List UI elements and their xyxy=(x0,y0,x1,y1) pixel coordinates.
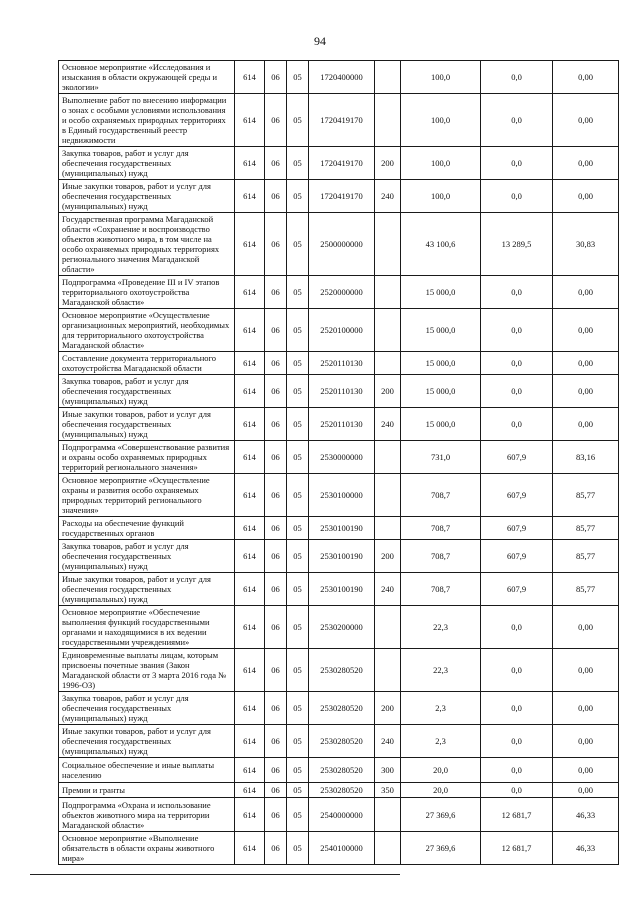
target-article-code: 2520000000 xyxy=(309,276,375,309)
execution-percent: 85,77 xyxy=(553,517,619,540)
target-article-code: 2530280520 xyxy=(309,725,375,758)
table-row xyxy=(59,573,619,606)
target-article-code: 2530280520 xyxy=(309,692,375,725)
grbs-code: 614 xyxy=(235,649,265,692)
section-code: 06 xyxy=(265,94,287,147)
execution-percent: 0,00 xyxy=(553,725,619,758)
subsection-code: 05 xyxy=(287,606,309,649)
execution-percent: 0,00 xyxy=(553,758,619,783)
target-article-code: 2500000000 xyxy=(309,213,375,276)
execution-percent: 0,00 xyxy=(553,94,619,147)
section-code: 06 xyxy=(265,408,287,441)
target-article-code: 2520110130 xyxy=(309,352,375,375)
item-name: Основное мероприятие «Обеспечение выполнения функций государственными органами и находящимися в их ведении государственными учреждениями» xyxy=(59,606,235,649)
target-article-code: 2540000000 xyxy=(309,798,375,832)
planned-amount: 27 369,6 xyxy=(401,832,481,865)
expense-type-code xyxy=(375,94,401,147)
item-name: Закупка товаров, работ и услуг для обеспечения государственных (муниципальных) нужд xyxy=(59,540,235,573)
section-code: 06 xyxy=(265,758,287,783)
table-row xyxy=(59,213,619,276)
target-article-code: 2530280520 xyxy=(309,758,375,783)
item-name: Закупка товаров, работ и услуг для обеспечения государственных (муниципальных) нужд xyxy=(59,147,235,180)
expense-type-code xyxy=(375,213,401,276)
footer-rule xyxy=(30,874,400,875)
planned-amount: 100,0 xyxy=(401,61,481,94)
planned-amount: 708,7 xyxy=(401,573,481,606)
subsection-code: 05 xyxy=(287,61,309,94)
table-row xyxy=(59,783,619,798)
table-row xyxy=(59,309,619,352)
item-name: Подпрограмма «Охрана и использование объектов животного мира на территории Магаданской области» xyxy=(59,798,235,832)
item-name: Государственная программа Магаданской области «Сохранение и воспроизводство объектов животного мира, в том числе на особо охраняемых природных территориях регионального значения Магаданской области» xyxy=(59,213,235,276)
target-article-code: 2520110130 xyxy=(309,375,375,408)
expense-type-code xyxy=(375,798,401,832)
item-name: Иные закупки товаров, работ и услуг для обеспечения государственных (муниципальных) нужд xyxy=(59,725,235,758)
grbs-code: 614 xyxy=(235,474,265,517)
section-code: 06 xyxy=(265,606,287,649)
planned-amount: 731,0 xyxy=(401,441,481,474)
section-code: 06 xyxy=(265,61,287,94)
executed-amount: 607,9 xyxy=(481,474,553,517)
item-name: Иные закупки товаров, работ и услуг для обеспечения государственных (муниципальных) нужд xyxy=(59,180,235,213)
section-code: 06 xyxy=(265,180,287,213)
executed-amount: 0,0 xyxy=(481,352,553,375)
expense-type-code xyxy=(375,441,401,474)
expense-type-code xyxy=(375,61,401,94)
section-code: 06 xyxy=(265,798,287,832)
executed-amount: 0,0 xyxy=(481,375,553,408)
section-code: 06 xyxy=(265,783,287,798)
planned-amount: 15 000,0 xyxy=(401,276,481,309)
item-name: Закупка товаров, работ и услуг для обеспечения государственных (муниципальных) нужд xyxy=(59,692,235,725)
target-article-code: 2530100000 xyxy=(309,474,375,517)
grbs-code: 614 xyxy=(235,375,265,408)
grbs-code: 614 xyxy=(235,213,265,276)
planned-amount: 27 369,6 xyxy=(401,798,481,832)
table-row xyxy=(59,147,619,180)
table-row xyxy=(59,649,619,692)
page-number: 94 xyxy=(314,34,326,48)
section-code: 06 xyxy=(265,725,287,758)
table-row xyxy=(59,798,619,832)
expense-type-code: 200 xyxy=(375,692,401,725)
planned-amount: 708,7 xyxy=(401,474,481,517)
grbs-code: 614 xyxy=(235,725,265,758)
target-article-code: 1720419170 xyxy=(309,180,375,213)
executed-amount: 0,0 xyxy=(481,692,553,725)
section-code: 06 xyxy=(265,147,287,180)
section-code: 06 xyxy=(265,474,287,517)
grbs-code: 614 xyxy=(235,352,265,375)
section-code: 06 xyxy=(265,573,287,606)
target-article-code: 2530280520 xyxy=(309,783,375,798)
subsection-code: 05 xyxy=(287,783,309,798)
section-code: 06 xyxy=(265,441,287,474)
planned-amount: 20,0 xyxy=(401,758,481,783)
table-row xyxy=(59,606,619,649)
expense-type-code: 350 xyxy=(375,783,401,798)
execution-percent: 46,33 xyxy=(553,798,619,832)
item-name: Выполнение работ по внесению информации о зонах с особыми условиями использования и особо охраняемых природных территориях в Единый государственный реестр недвижимости xyxy=(59,94,235,147)
expense-type-code xyxy=(375,276,401,309)
planned-amount: 20,0 xyxy=(401,783,481,798)
grbs-code: 614 xyxy=(235,408,265,441)
target-article-code: 2520100000 xyxy=(309,309,375,352)
execution-percent: 85,77 xyxy=(553,540,619,573)
subsection-code: 05 xyxy=(287,758,309,783)
planned-amount: 100,0 xyxy=(401,94,481,147)
section-code: 06 xyxy=(265,692,287,725)
expense-type-code: 240 xyxy=(375,573,401,606)
subsection-code: 05 xyxy=(287,725,309,758)
item-name: Основное мероприятие «Выполнение обязательств в области охраны животного мира» xyxy=(59,832,235,865)
executed-amount: 0,0 xyxy=(481,276,553,309)
subsection-code: 05 xyxy=(287,540,309,573)
execution-percent: 0,00 xyxy=(553,375,619,408)
executed-amount: 607,9 xyxy=(481,517,553,540)
executed-amount: 607,9 xyxy=(481,540,553,573)
section-code: 06 xyxy=(265,517,287,540)
subsection-code: 05 xyxy=(287,94,309,147)
execution-percent: 0,00 xyxy=(553,352,619,375)
expense-type-code xyxy=(375,606,401,649)
grbs-code: 614 xyxy=(235,573,265,606)
section-code: 06 xyxy=(265,375,287,408)
planned-amount: 2,3 xyxy=(401,725,481,758)
subsection-code: 05 xyxy=(287,147,309,180)
execution-percent: 0,00 xyxy=(553,147,619,180)
executed-amount: 0,0 xyxy=(481,147,553,180)
subsection-code: 05 xyxy=(287,692,309,725)
expense-type-code: 240 xyxy=(375,725,401,758)
subsection-code: 05 xyxy=(287,309,309,352)
grbs-code: 614 xyxy=(235,61,265,94)
table-row xyxy=(59,540,619,573)
execution-percent: 46,33 xyxy=(553,832,619,865)
item-name: Единовременные выплаты лицам, которым присвоены почетные звания (Закон Магаданской области от 3 марта 2016 года № 1996-ОЗ) xyxy=(59,649,235,692)
table-row xyxy=(59,276,619,309)
item-name: Социальное обеспечение и иные выплаты населению xyxy=(59,758,235,783)
planned-amount: 708,7 xyxy=(401,540,481,573)
table-row xyxy=(59,474,619,517)
expense-type-code: 200 xyxy=(375,375,401,408)
executed-amount: 13 289,5 xyxy=(481,213,553,276)
item-name: Премии и гранты xyxy=(59,783,235,798)
execution-percent: 0,00 xyxy=(553,783,619,798)
table-row xyxy=(59,758,619,783)
item-name: Подпрограмма «Проведение III и IV этапов территориального охотоустройства Магаданской области» xyxy=(59,276,235,309)
table-row xyxy=(59,517,619,540)
execution-percent: 30,83 xyxy=(553,213,619,276)
executed-amount: 0,0 xyxy=(481,783,553,798)
section-code: 06 xyxy=(265,649,287,692)
subsection-code: 05 xyxy=(287,649,309,692)
target-article-code: 2540100000 xyxy=(309,832,375,865)
item-name: Основное мероприятие «Осуществление охраны и развития особо охраняемых природных территорий регионального значения» xyxy=(59,474,235,517)
grbs-code: 614 xyxy=(235,540,265,573)
subsection-code: 05 xyxy=(287,352,309,375)
budget-table xyxy=(58,60,619,865)
target-article-code: 2530100190 xyxy=(309,573,375,606)
table-row xyxy=(59,375,619,408)
item-name: Иные закупки товаров, работ и услуг для обеспечения государственных (муниципальных) нужд xyxy=(59,408,235,441)
section-code: 06 xyxy=(265,832,287,865)
expense-type-code: 240 xyxy=(375,180,401,213)
expense-type-code xyxy=(375,309,401,352)
expense-type-code: 240 xyxy=(375,408,401,441)
executed-amount: 0,0 xyxy=(481,725,553,758)
target-article-code: 1720400000 xyxy=(309,61,375,94)
expense-type-code: 300 xyxy=(375,758,401,783)
executed-amount: 12 681,7 xyxy=(481,798,553,832)
execution-percent: 83,16 xyxy=(553,441,619,474)
grbs-code: 614 xyxy=(235,832,265,865)
table-row xyxy=(59,180,619,213)
item-name: Основное мероприятие «Исследования и изыскания в области окружающей среды и экологии» xyxy=(59,61,235,94)
item-name: Расходы на обеспечение функций государственных органов xyxy=(59,517,235,540)
section-code: 06 xyxy=(265,276,287,309)
table-row xyxy=(59,94,619,147)
expense-type-code xyxy=(375,474,401,517)
section-code: 06 xyxy=(265,213,287,276)
planned-amount: 15 000,0 xyxy=(401,309,481,352)
target-article-code: 1720419170 xyxy=(309,94,375,147)
expense-type-code: 200 xyxy=(375,147,401,180)
execution-percent: 0,00 xyxy=(553,649,619,692)
target-article-code: 2530100190 xyxy=(309,517,375,540)
executed-amount: 607,9 xyxy=(481,573,553,606)
executed-amount: 0,0 xyxy=(481,408,553,441)
planned-amount: 22,3 xyxy=(401,606,481,649)
subsection-code: 05 xyxy=(287,375,309,408)
planned-amount: 100,0 xyxy=(401,180,481,213)
grbs-code: 614 xyxy=(235,276,265,309)
item-name: Основное мероприятие «Осуществление организационных мероприятий, необходимых для территориального охотоустройства Магаданской области» xyxy=(59,309,235,352)
planned-amount: 22,3 xyxy=(401,649,481,692)
planned-amount: 43 100,6 xyxy=(401,213,481,276)
item-name: Составление документа территориального охотоустройства Магаданской области xyxy=(59,352,235,375)
planned-amount: 100,0 xyxy=(401,147,481,180)
target-article-code: 2530000000 xyxy=(309,441,375,474)
subsection-code: 05 xyxy=(287,517,309,540)
grbs-code: 614 xyxy=(235,606,265,649)
subsection-code: 05 xyxy=(287,573,309,606)
executed-amount: 0,0 xyxy=(481,758,553,783)
execution-percent: 85,77 xyxy=(553,573,619,606)
table-row xyxy=(59,352,619,375)
table-row xyxy=(59,61,619,94)
grbs-code: 614 xyxy=(235,441,265,474)
grbs-code: 614 xyxy=(235,94,265,147)
grbs-code: 614 xyxy=(235,309,265,352)
expense-type-code xyxy=(375,352,401,375)
expense-type-code xyxy=(375,832,401,865)
planned-amount: 15 000,0 xyxy=(401,375,481,408)
item-name: Закупка товаров, работ и услуг для обеспечения государственных (муниципальных) нужд xyxy=(59,375,235,408)
item-name: Подпрограмма «Совершенствование развития и охраны особо охраняемых природных территорий регионального значения» xyxy=(59,441,235,474)
target-article-code: 1720419170 xyxy=(309,147,375,180)
execution-percent: 0,00 xyxy=(553,61,619,94)
grbs-code: 614 xyxy=(235,783,265,798)
execution-percent: 85,77 xyxy=(553,474,619,517)
planned-amount: 15 000,0 xyxy=(401,352,481,375)
item-name: Иные закупки товаров, работ и услуг для обеспечения государственных (муниципальных) нужд xyxy=(59,573,235,606)
target-article-code: 2530100190 xyxy=(309,540,375,573)
table-row xyxy=(59,408,619,441)
target-article-code: 2530280520 xyxy=(309,649,375,692)
target-article-code: 2530200000 xyxy=(309,606,375,649)
grbs-code: 614 xyxy=(235,798,265,832)
executed-amount: 0,0 xyxy=(481,180,553,213)
grbs-code: 614 xyxy=(235,758,265,783)
table-row xyxy=(59,692,619,725)
table-row xyxy=(59,832,619,865)
target-article-code: 2520110130 xyxy=(309,408,375,441)
planned-amount: 15 000,0 xyxy=(401,408,481,441)
executed-amount: 0,0 xyxy=(481,61,553,94)
subsection-code: 05 xyxy=(287,832,309,865)
executed-amount: 0,0 xyxy=(481,94,553,147)
execution-percent: 0,00 xyxy=(553,309,619,352)
planned-amount: 708,7 xyxy=(401,517,481,540)
executed-amount: 0,0 xyxy=(481,309,553,352)
grbs-code: 614 xyxy=(235,147,265,180)
grbs-code: 614 xyxy=(235,180,265,213)
grbs-code: 614 xyxy=(235,692,265,725)
expense-type-code xyxy=(375,517,401,540)
executed-amount: 0,0 xyxy=(481,649,553,692)
execution-percent: 0,00 xyxy=(553,276,619,309)
expense-type-code xyxy=(375,649,401,692)
executed-amount: 607,9 xyxy=(481,441,553,474)
table-body xyxy=(59,61,619,865)
section-code: 06 xyxy=(265,540,287,573)
table-row xyxy=(59,441,619,474)
table-row xyxy=(59,725,619,758)
subsection-code: 05 xyxy=(287,408,309,441)
subsection-code: 05 xyxy=(287,213,309,276)
subsection-code: 05 xyxy=(287,441,309,474)
subsection-code: 05 xyxy=(287,276,309,309)
execution-percent: 0,00 xyxy=(553,692,619,725)
executed-amount: 12 681,7 xyxy=(481,832,553,865)
execution-percent: 0,00 xyxy=(553,606,619,649)
section-code: 06 xyxy=(265,309,287,352)
section-code: 06 xyxy=(265,352,287,375)
execution-percent: 0,00 xyxy=(553,408,619,441)
grbs-code: 614 xyxy=(235,517,265,540)
planned-amount: 2,3 xyxy=(401,692,481,725)
expense-type-code: 200 xyxy=(375,540,401,573)
execution-percent: 0,00 xyxy=(553,180,619,213)
subsection-code: 05 xyxy=(287,798,309,832)
executed-amount: 0,0 xyxy=(481,606,553,649)
subsection-code: 05 xyxy=(287,180,309,213)
subsection-code: 05 xyxy=(287,474,309,517)
